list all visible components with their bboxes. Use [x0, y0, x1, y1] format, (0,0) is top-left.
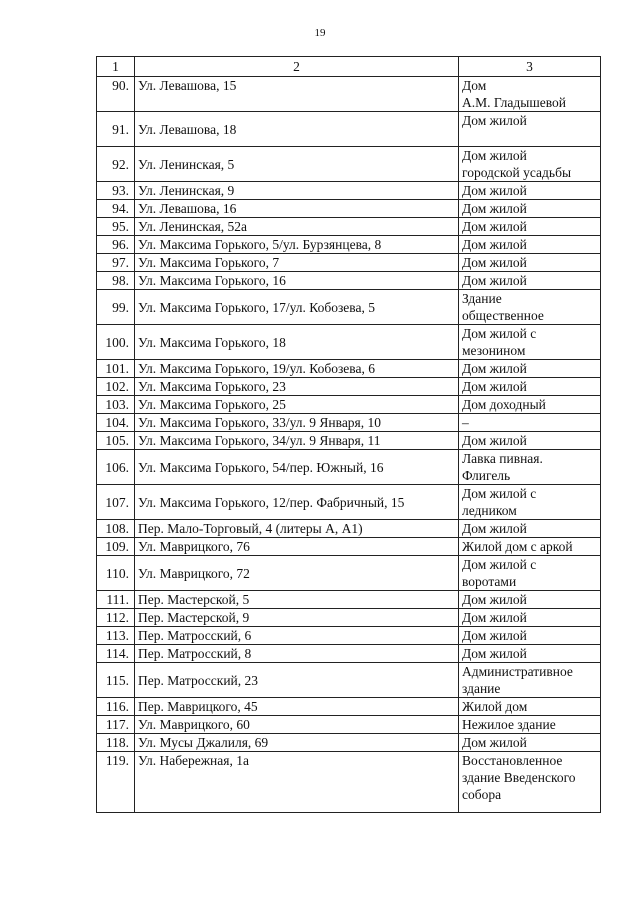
row-number: 112. [97, 609, 135, 627]
table-row [97, 556, 601, 591]
row-object: Дом жилой с ледником [459, 485, 601, 520]
row-address: Ул. Максима Горького, 34/ул. 9 Января, 11 [135, 432, 459, 450]
row-address: Ул. Максима Горького, 17/ул. Кобозева, 5 [135, 290, 459, 325]
row-address: Ул. Мусы Джалиля, 69 [135, 734, 459, 752]
row-object: Дом жилой городской усадьбы [459, 147, 601, 182]
row-number: 91. [97, 112, 135, 147]
table-row [97, 591, 601, 609]
row-number: 94. [97, 200, 135, 218]
row-address: Пер. Матросский, 23 [135, 663, 459, 698]
table-row [97, 520, 601, 538]
row-number: 109. [97, 538, 135, 556]
row-object: – [459, 414, 601, 432]
row-object: Дом жилой [459, 272, 601, 290]
row-address: Ул. Максима Горького, 33/ул. 9 Января, 10 [135, 414, 459, 432]
column-header-number: 1 [97, 57, 135, 77]
table-row [97, 325, 601, 360]
row-number: 90. [97, 77, 135, 112]
row-object: Дом жилой [459, 609, 601, 627]
row-number: 106. [97, 450, 135, 485]
table-row [97, 200, 601, 218]
row-address: Ул. Маврицкого, 72 [135, 556, 459, 591]
table-row [97, 360, 601, 378]
row-address: Ул. Левашова, 18 [135, 112, 459, 147]
row-number: 117. [97, 716, 135, 734]
row-object: Дом жилой [459, 200, 601, 218]
row-number: 118. [97, 734, 135, 752]
column-header-object: 3 [459, 57, 601, 77]
row-object: Восстановленное здание Введенского собора [459, 752, 601, 813]
row-number: 102. [97, 378, 135, 396]
table-row [97, 663, 601, 698]
row-object: Дом жилой [459, 591, 601, 609]
row-number: 104. [97, 414, 135, 432]
row-address: Ул. Максима Горького, 25 [135, 396, 459, 414]
table-row [97, 218, 601, 236]
row-object: Дом жилой [459, 627, 601, 645]
row-object: Жилой дом [459, 698, 601, 716]
row-address: Ул. Максима Горького, 18 [135, 325, 459, 360]
row-address: Ул. Ленинская, 52а [135, 218, 459, 236]
row-number: 105. [97, 432, 135, 450]
row-number: 110. [97, 556, 135, 591]
row-address: Ул. Максима Горького, 19/ул. Кобозева, 6 [135, 360, 459, 378]
table-row [97, 396, 601, 414]
row-object: Дом жилой с мезонином [459, 325, 601, 360]
row-object: Дом жилой [459, 378, 601, 396]
row-object: Дом А.М. Гладышевой [459, 77, 601, 112]
row-address: Пер. Матросский, 8 [135, 645, 459, 663]
table-row [97, 716, 601, 734]
row-object: Дом жилой [459, 645, 601, 663]
table-row [97, 645, 601, 663]
row-address: Ул. Максима Горького, 54/пер. Южный, 16 [135, 450, 459, 485]
row-address: Пер. Мастерской, 5 [135, 591, 459, 609]
monuments-table [96, 56, 601, 813]
row-number: 98. [97, 272, 135, 290]
row-object: Административное здание [459, 663, 601, 698]
table-header-row [97, 57, 601, 77]
row-object: Дом жилой [459, 236, 601, 254]
row-object: Дом жилой [459, 182, 601, 200]
row-number: 99. [97, 290, 135, 325]
row-address: Пер. Маврицкого, 45 [135, 698, 459, 716]
table-row [97, 432, 601, 450]
table-row [97, 182, 601, 200]
row-number: 113. [97, 627, 135, 645]
table-row [97, 734, 601, 752]
row-number: 108. [97, 520, 135, 538]
row-number: 111. [97, 591, 135, 609]
column-header-address: 2 [135, 57, 459, 77]
row-object: Дом жилой [459, 432, 601, 450]
row-address: Ул. Набережная, 1а [135, 752, 459, 813]
row-address: Ул. Максима Горького, 23 [135, 378, 459, 396]
row-address: Пер. Матросский, 6 [135, 627, 459, 645]
table-row [97, 272, 601, 290]
table-row [97, 538, 601, 556]
row-object: Дом жилой [459, 734, 601, 752]
row-object: Дом доходный [459, 396, 601, 414]
row-address: Ул. Ленинская, 9 [135, 182, 459, 200]
row-object: Лавка пивная. Флигель [459, 450, 601, 485]
row-address: Ул. Максима Горького, 5/ул. Бурзянцева, 8 [135, 236, 459, 254]
row-object: Дом жилой [459, 520, 601, 538]
row-number: 93. [97, 182, 135, 200]
row-address: Ул. Маврицкого, 76 [135, 538, 459, 556]
row-address: Ул. Ленинская, 5 [135, 147, 459, 182]
row-number: 119. [97, 752, 135, 813]
row-object: Здание общественное [459, 290, 601, 325]
row-address: Пер. Мало-Торговый, 4 (литеры А, А1) [135, 520, 459, 538]
table-row [97, 698, 601, 716]
row-number: 115. [97, 663, 135, 698]
table-row [97, 378, 601, 396]
row-address: Ул. Левашова, 15 [135, 77, 459, 112]
table-row [97, 414, 601, 432]
row-object: Дом жилой [459, 112, 601, 147]
row-object: Дом жилой с воротами [459, 556, 601, 591]
table-row [97, 485, 601, 520]
row-address: Пер. Мастерской, 9 [135, 609, 459, 627]
table-row [97, 450, 601, 485]
row-address: Ул. Максима Горького, 7 [135, 254, 459, 272]
table-row [97, 627, 601, 645]
table-row [97, 609, 601, 627]
row-address: Ул. Левашова, 16 [135, 200, 459, 218]
table-row [97, 752, 601, 813]
row-number: 96. [97, 236, 135, 254]
row-number: 103. [97, 396, 135, 414]
table-row [97, 77, 601, 112]
row-number: 116. [97, 698, 135, 716]
table-row [97, 112, 601, 147]
row-object: Жилой дом с аркой [459, 538, 601, 556]
row-object: Дом жилой [459, 360, 601, 378]
row-number: 97. [97, 254, 135, 272]
row-object: Дом жилой [459, 254, 601, 272]
row-object: Нежилое здание [459, 716, 601, 734]
row-number: 101. [97, 360, 135, 378]
row-address: Ул. Максима Горького, 16 [135, 272, 459, 290]
row-number: 114. [97, 645, 135, 663]
row-number: 107. [97, 485, 135, 520]
page-number: 19 [314, 27, 326, 39]
row-address: Ул. Маврицкого, 60 [135, 716, 459, 734]
row-number: 100. [97, 325, 135, 360]
table-row [97, 236, 601, 254]
row-number: 92. [97, 147, 135, 182]
row-address: Ул. Максима Горького, 12/пер. Фабричный, 15 [135, 485, 459, 520]
row-number: 95. [97, 218, 135, 236]
table-row [97, 147, 601, 182]
row-object: Дом жилой [459, 218, 601, 236]
table-row [97, 290, 601, 325]
table-row [97, 254, 601, 272]
